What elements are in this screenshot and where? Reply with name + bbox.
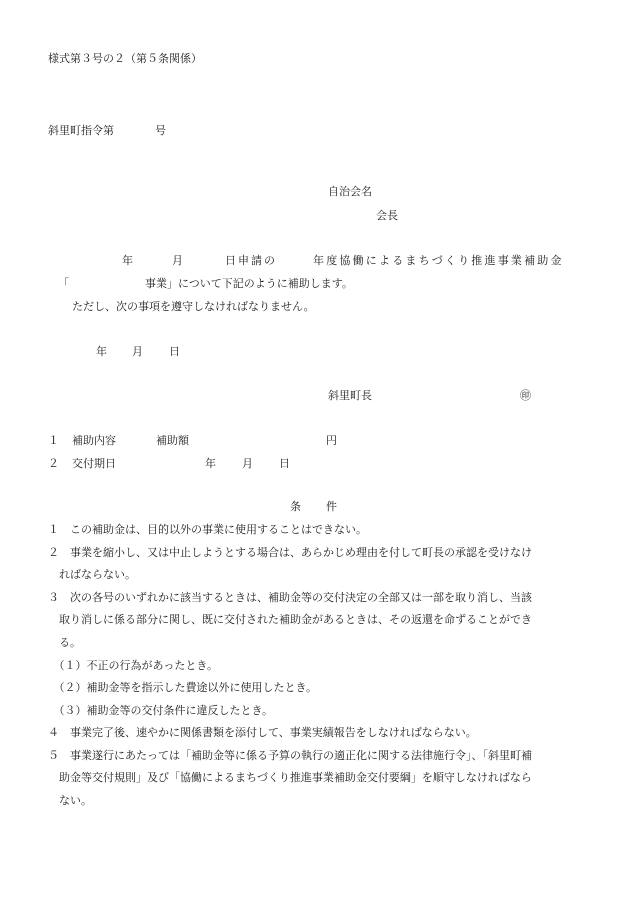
body-year: 年: [122, 254, 133, 267]
body-day-applied: 日申請の: [225, 254, 277, 267]
condition-line: ５ 事業遂行にあたっては「補助金等に係る予算の執行の適正化に関する法律施行令」、「斜里町補: [48, 749, 532, 762]
condition-line: ２ 事業を縮小し、又は中止しようとする場合は、あらかじめ理由を付して町長の承認を受けなけ: [48, 546, 532, 559]
command-number-prefix: 斜里町指令第: [48, 124, 114, 137]
condition-line: ればならない。: [48, 568, 136, 581]
seal-mark: ㊞: [520, 389, 531, 402]
detail-delivery-month: 月: [242, 457, 253, 470]
issue-year: 年: [96, 345, 107, 358]
condition-line: ない。: [48, 794, 92, 807]
condition-line: ３ 次の各号のいずれかに該当するときは、補助金等の交付決定の全部又は一部を取り消し、当該: [48, 591, 532, 604]
detail-item-1-label: 補助内容: [72, 434, 116, 447]
detail-item-2-label: 交付期日: [72, 457, 116, 470]
detail-item-2-number: ２: [48, 457, 59, 470]
command-number-suffix: 号: [155, 124, 166, 137]
conditions-heading-left: 条: [290, 500, 301, 513]
body-project-text: 事業」について下記のように補助します。: [145, 277, 353, 290]
detail-delivery-day: 日: [279, 457, 290, 470]
detail-amount-unit: 円: [326, 434, 337, 447]
issue-day: 日: [169, 345, 180, 358]
condition-line: ４ 事業完了後、速やかに関係書類を添付して、事業実績報告をしなければならない。: [48, 726, 477, 739]
body-fiscal-text: 年度協働によるまちづくり推進事業補助金: [313, 254, 564, 267]
condition-line: （２）補助金等を指示した費途以外に使用したとき。: [48, 681, 318, 694]
form-number: 様式第３号の２（第５条関係）: [48, 52, 202, 65]
body-open-bracket: 「: [58, 277, 69, 290]
condition-line: 取り消しに係る部分に関し、既に交付された補助金があるときは、その返還を命ずることができ: [48, 613, 532, 626]
condition-line: る。: [48, 636, 81, 649]
detail-amount-label: 補助額: [156, 434, 189, 447]
issuer-name: 斜里町長: [328, 389, 372, 402]
chairperson-title: 会長: [376, 209, 398, 222]
condition-line: （３）補助金等の交付条件に違反したとき。: [48, 704, 274, 717]
detail-delivery-year: 年: [205, 457, 216, 470]
body-proviso: ただし、次の事項を遵守しなければなりません。: [72, 300, 315, 313]
condition-line: １ この補助金は、目的以外の事業に使用することはできない。: [48, 523, 367, 536]
issue-month: 月: [132, 345, 143, 358]
condition-line: 助金等交付規則」及び「協働によるまちづくり推進事業補助金交付要綱」を順守しなければなら: [48, 771, 532, 784]
conditions-heading-right: 件: [326, 500, 337, 513]
body-month: 月: [172, 254, 183, 267]
association-name-label: 自治会名: [328, 185, 372, 198]
detail-item-1-number: １: [48, 434, 59, 447]
condition-line: （１）不正の行為があったとき。: [48, 659, 218, 672]
